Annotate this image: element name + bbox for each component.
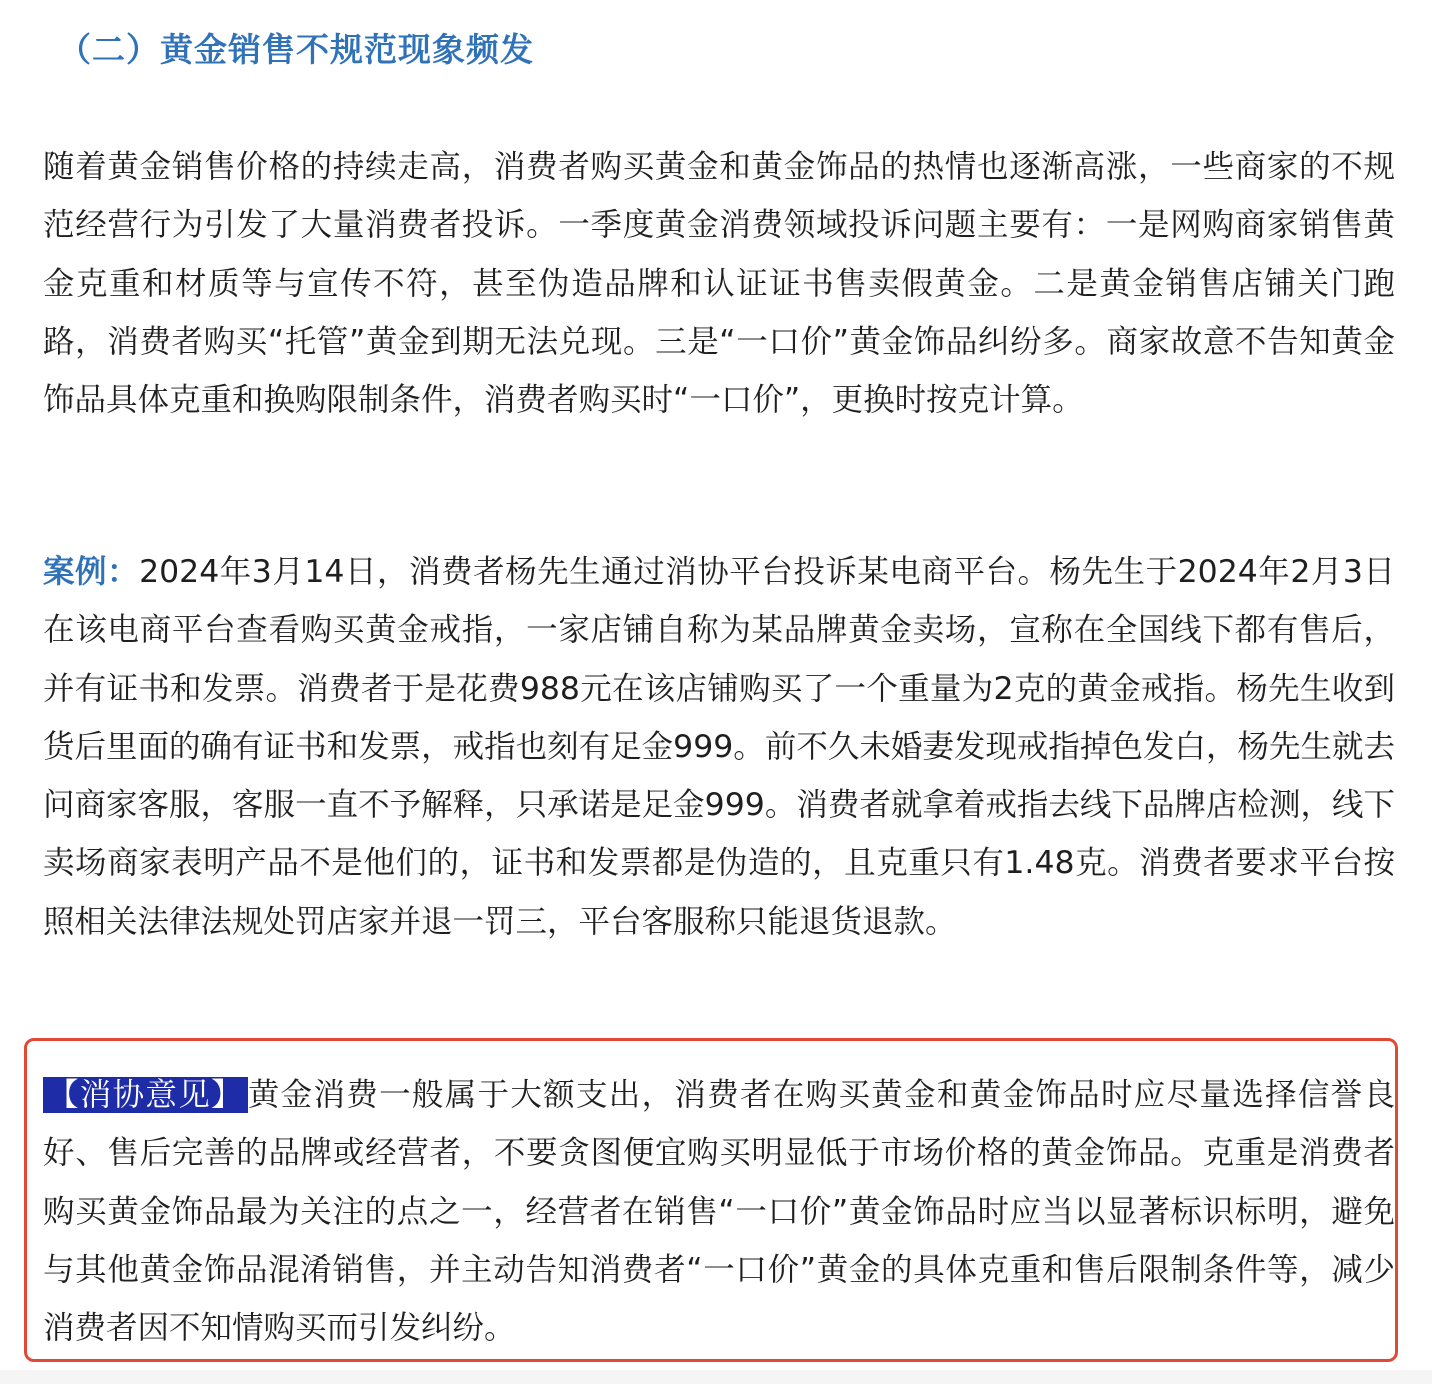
bottom-strip [0,1370,1432,1384]
case-text: 2024年3月14日，消费者杨先生通过消协平台投诉某电商平台。杨先生于2024年2月3日在该电商平台查看购买黄金戒指，一家店铺自称为某品牌黄金卖场，宣称在全国线下都有售后，并有证书和发票。消费者于是花费988元在该店铺购买了一个重量为2克的黄金戒指。杨先生收到货后里面的确有证书和发票，戒指也刻有足金999。前不久未婚妻发现戒指掉色发白，杨先生就去问商家客服，客服一直不予解释，只承诺是足金999。消费者就拿着戒指去线下品牌店检测，线下卖场商家表明产品不是他们的，证书和发票都是伪造的，且克重只有1.48克。消费者要求平台按照相关法律法规处罚店家并退一罚三，平台客服称只能退货退款。 [43,554,1395,940]
case-label: 案例： [43,554,140,590]
opinion-paragraph [43,1066,1395,1357]
opinion-label: 【消协意见】 [43,1077,248,1113]
case-paragraph [43,543,1395,951]
opinion-text: 黄金消费一般属于大额支出，消费者在购买黄金和黄金饰品时应尽量选择信誉良好、售后完善的品牌或经营者，不要贪图便宜购买明显低于市场价格的黄金饰品。克重是消费者购买黄金饰品最为关注的点之一，经营者在销售“一口价”黄金饰品时应当以显著标识标明，避免与其他黄金饰品混淆销售，并主动告知消费者“一口价”黄金的具体克重和售后限制条件等，减少消费者因不知情购买而引发纠纷。 [43,1077,1395,1347]
intro-paragraph: 随着黄金销售价格的持续走高，消费者购买黄金和黄金饰品的热情也逐渐高涨，一些商家的不规范经营行为引发了大量消费者投诉。一季度黄金消费领域投诉问题主要有：一是网购商家销售黄金克重和材质等与宣传不符，甚至伪造品牌和认证证书售卖假黄金。二是黄金销售店铺关门跑路，消费者购买“托管”黄金到期无法兑现。三是“一口价”黄金饰品纠纷多。商家故意不告知黄金饰品具体克重和换购限制条件，消费者购买时“一口价”，更换时按克计算。 [43,149,1395,419]
section-heading: （二）黄金销售不规范现象频发 [58,30,534,69]
